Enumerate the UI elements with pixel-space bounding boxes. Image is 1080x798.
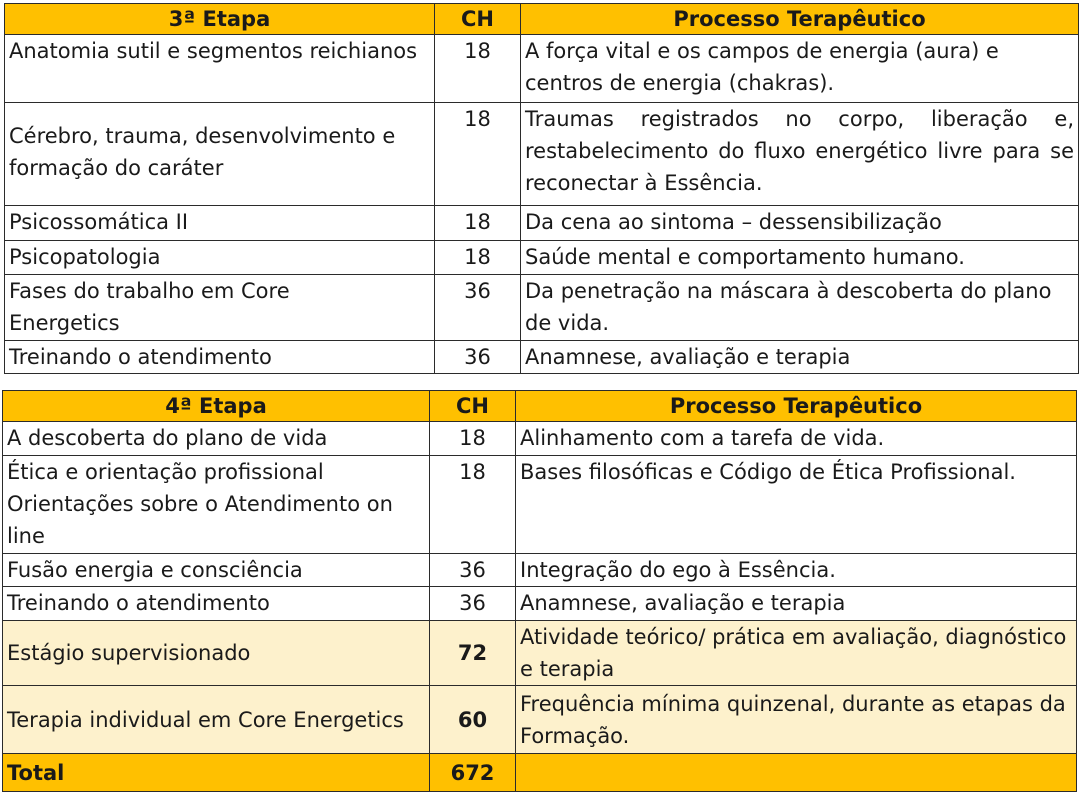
header-processo: Processo Terapêutico (521, 4, 1079, 35)
processo-cell: Traumas registrados no corpo, liberação e, restabelecimento do fluxo energético livre para se reconectar à Essência. (521, 103, 1079, 206)
topic-cell: Psicossomática II (5, 206, 435, 241)
topic-cell: Psicopatologia (5, 241, 435, 275)
table-row (3, 554, 1077, 587)
table-header-row (5, 4, 1079, 35)
table-header-row (3, 391, 1077, 422)
total-ch: 672 (430, 754, 516, 792)
table-row (5, 275, 1079, 341)
processo-cell: Da cena ao sintoma – dessensibilização (521, 206, 1079, 241)
total-processo (516, 754, 1077, 792)
topic-cell: Treinando o atendimento (3, 587, 430, 621)
table-row (5, 35, 1079, 103)
topic-cell: Fases do trabalho em Core Energetics (5, 275, 435, 341)
ch-cell: 60 (430, 686, 516, 754)
total-label: Total (3, 754, 430, 792)
header-ch: CH (435, 4, 521, 35)
processo-cell: Anamnese, avaliação e terapia (521, 341, 1079, 374)
processo-cell: Da penetração na máscara à descoberta do plano de vida. (521, 275, 1079, 341)
processo-cell: Alinhamento com a tarefa de vida. (516, 422, 1077, 456)
etapa-3-table (4, 3, 1079, 374)
table-row (5, 103, 1079, 206)
etapa-4-table (2, 390, 1077, 792)
ch-cell: 18 (430, 456, 516, 554)
header-etapa: 3ª Etapa (5, 4, 435, 35)
topic-cell: Anatomia sutil e segmentos reichianos (5, 35, 435, 103)
ch-cell: 36 (430, 554, 516, 587)
topic-cell: Cérebro, trauma, desenvolvimento e formação do caráter (5, 103, 435, 206)
table-row (5, 241, 1079, 275)
table-row (5, 206, 1079, 241)
ch-cell: 18 (435, 206, 521, 241)
topic-cell: A descoberta do plano de vida (3, 422, 430, 456)
topic-cell: Estágio supervisionado (3, 621, 430, 686)
ch-cell: 18 (435, 35, 521, 103)
processo-cell: Integração do ego à Essência. (516, 554, 1077, 587)
processo-cell: Bases filosóficas e Código de Ética Profissional. (516, 456, 1077, 554)
topic-cell: Treinando o atendimento (5, 341, 435, 374)
processo-cell: Frequência mínima quinzenal, durante as etapas da Formação. (516, 686, 1077, 754)
processo-cell: A força vital e os campos de energia (aura) e centros de energia (chakras). (521, 35, 1079, 103)
ch-cell: 18 (430, 422, 516, 456)
ch-cell: 18 (435, 241, 521, 275)
table-row (3, 587, 1077, 621)
header-ch: CH (430, 391, 516, 422)
table-row (5, 341, 1079, 374)
table-row (3, 456, 1077, 554)
topic-cell: Terapia individual em Core Energetics (3, 686, 430, 754)
topic-cell: Ética e orientação profissional Orientações sobre o Atendimento on line (3, 456, 430, 554)
topic-cell: Fusão energia e consciência (3, 554, 430, 587)
ch-cell: 18 (435, 103, 521, 206)
processo-cell: Atividade teórico/ prática em avaliação, diagnóstico e terapia (516, 621, 1077, 686)
ch-cell: 72 (430, 621, 516, 686)
ch-cell: 36 (430, 587, 516, 621)
table-row-highlighted (3, 621, 1077, 686)
total-row (3, 754, 1077, 792)
ch-cell: 36 (435, 275, 521, 341)
ch-cell: 36 (435, 341, 521, 374)
processo-cell: Saúde mental e comportamento humano. (521, 241, 1079, 275)
table-row (3, 422, 1077, 456)
header-etapa: 4ª Etapa (3, 391, 430, 422)
table-row-highlighted (3, 686, 1077, 754)
processo-cell: Anamnese, avaliação e terapia (516, 587, 1077, 621)
header-processo: Processo Terapêutico (516, 391, 1077, 422)
